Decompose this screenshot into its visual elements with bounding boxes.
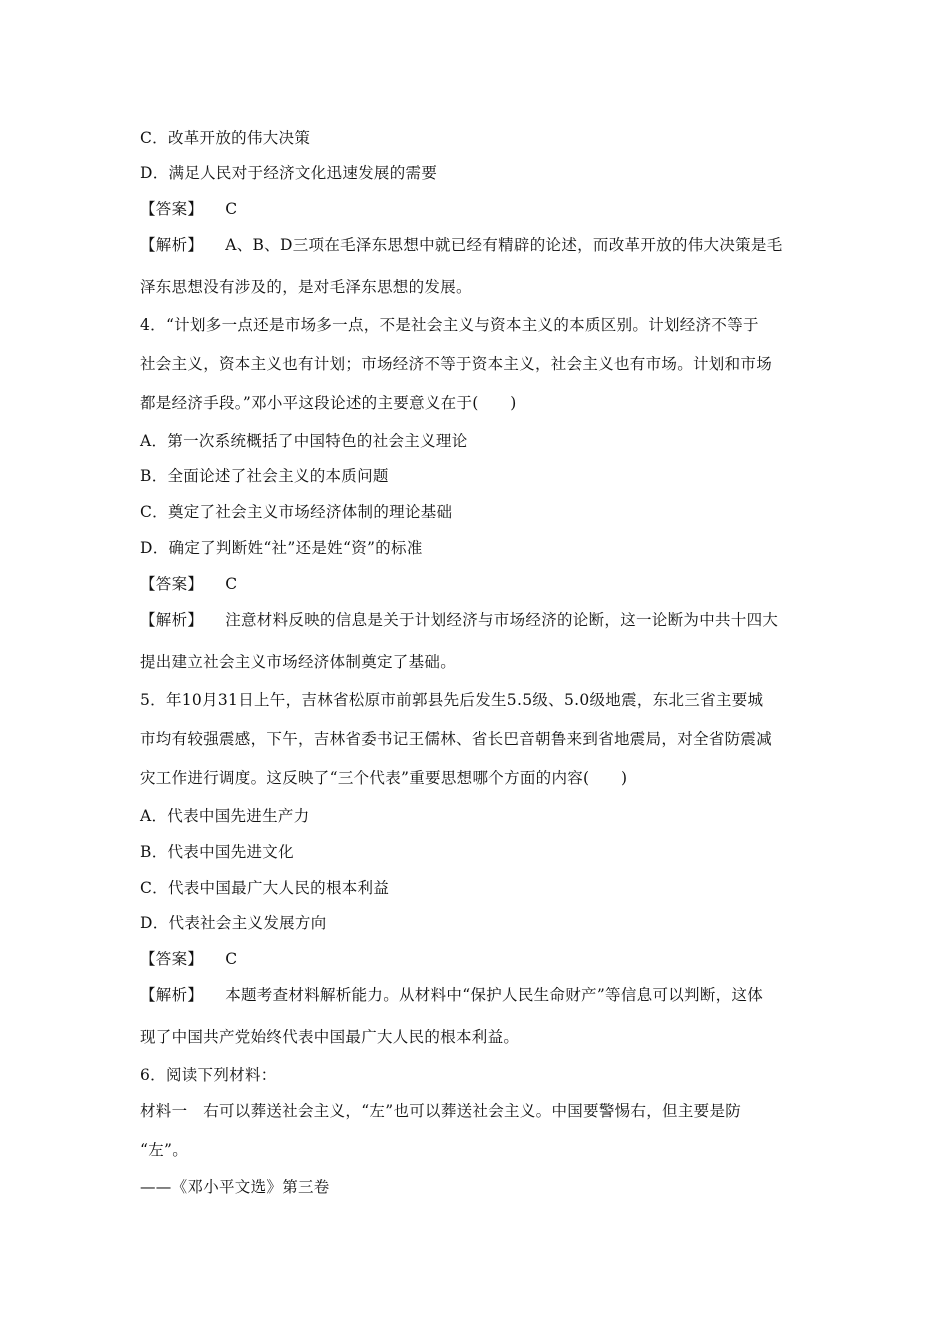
- q5-stem-line-1: 5．年10月31日上午，吉林省松原市前郭县先后发生5.5级、5.0级地震，东北三省主要城: [140, 691, 764, 709]
- answer-label: 【答案】: [140, 200, 204, 218]
- q4-answer-row: [140, 572, 820, 596]
- q5-option-c: C．代表中国最广大人民的根本利益: [140, 879, 390, 897]
- q4-analysis-row: [140, 608, 820, 632]
- q4-stem-line-2: 社会主义，资本主义也有计划；市场经济不等于资本主义，社会主义也有市场。计划和市场: [140, 355, 773, 373]
- analysis-text: 本题考查材料解析能力。从材料中“保护人民生命财产”等信息可以判断，这体: [225, 986, 764, 1004]
- answer-value: C: [225, 950, 238, 968]
- q5-option-a: A．代表中国先进生产力: [140, 807, 310, 825]
- q6-material-line-1: 材料一 右可以葬送社会主义，“左”也可以葬送社会主义。中国要警惕右，但主要是防: [140, 1102, 742, 1120]
- answer-label: 【答案】: [140, 950, 204, 968]
- q4-stem-line-3: 都是经济手段。”邓小平这段论述的主要意义在于( ): [140, 394, 517, 412]
- q4-stem-line-1: 4．“计划多一点还是市场多一点，不是社会主义与资本主义的本质区别。计划经济不等于: [140, 316, 759, 334]
- q5-stem-line-3: 灾工作进行调度。这反映了“三个代表”重要思想哪个方面的内容( ): [140, 769, 628, 787]
- analysis-text: 注意材料反映的信息是关于计划经济与市场经济的论断，这一论断为中共十四大: [225, 611, 779, 629]
- q5-option-b: B．代表中国先进文化: [140, 843, 294, 861]
- analysis-label: 【解析】: [140, 986, 204, 1004]
- q5-option-d: D．代表社会主义发展方向: [140, 914, 327, 932]
- q4-option-c: C．奠定了社会主义市场经济体制的理论基础: [140, 503, 453, 521]
- answer-value: C: [225, 200, 238, 218]
- analysis-text: A、B、D三项在毛泽东思想中就已经有精辟的论述，而改革开放的伟大决策是毛: [225, 236, 783, 254]
- q6-material-line-2: “左”。: [140, 1141, 189, 1159]
- q6-source: ——《邓小平文选》第三卷: [140, 1178, 330, 1196]
- q5-answer-row: [140, 947, 820, 971]
- analysis-label: 【解析】: [140, 236, 204, 254]
- q5-analysis-row: [140, 983, 820, 1007]
- q4-option-a: A．第一次系统概括了中国特色的社会主义理论: [140, 432, 468, 450]
- answer-label: 【答案】: [140, 575, 204, 593]
- q5-analysis-continued: 现了中国共产党始终代表中国最广大人民的根本利益。: [140, 1028, 520, 1046]
- q3-analysis-row: [140, 233, 820, 257]
- answer-value: C: [225, 575, 238, 593]
- q3-option-c: C．改革开放的伟大决策: [140, 129, 311, 147]
- q3-option-d: D．满足人民对于经济文化迅速发展的需要: [140, 164, 438, 182]
- q3-analysis-continued: 泽东思想没有涉及的，是对毛泽东思想的发展。: [140, 278, 472, 296]
- analysis-label: 【解析】: [140, 611, 204, 629]
- q6-stem: 6．阅读下列材料：: [140, 1066, 277, 1084]
- q4-option-d: D．确定了判断姓“社”还是姓“资”的标准: [140, 539, 423, 557]
- q5-stem-line-2: 市均有较强震感，下午，吉林省委书记王儒林、省长巴音朝鲁来到省地震局，对全省防震减: [140, 730, 773, 748]
- q3-answer-row: [140, 197, 820, 221]
- q4-analysis-continued: 提出建立社会主义市场经济体制奠定了基础。: [140, 653, 457, 671]
- q4-option-b: B．全面论述了社会主义的本质问题: [140, 467, 389, 485]
